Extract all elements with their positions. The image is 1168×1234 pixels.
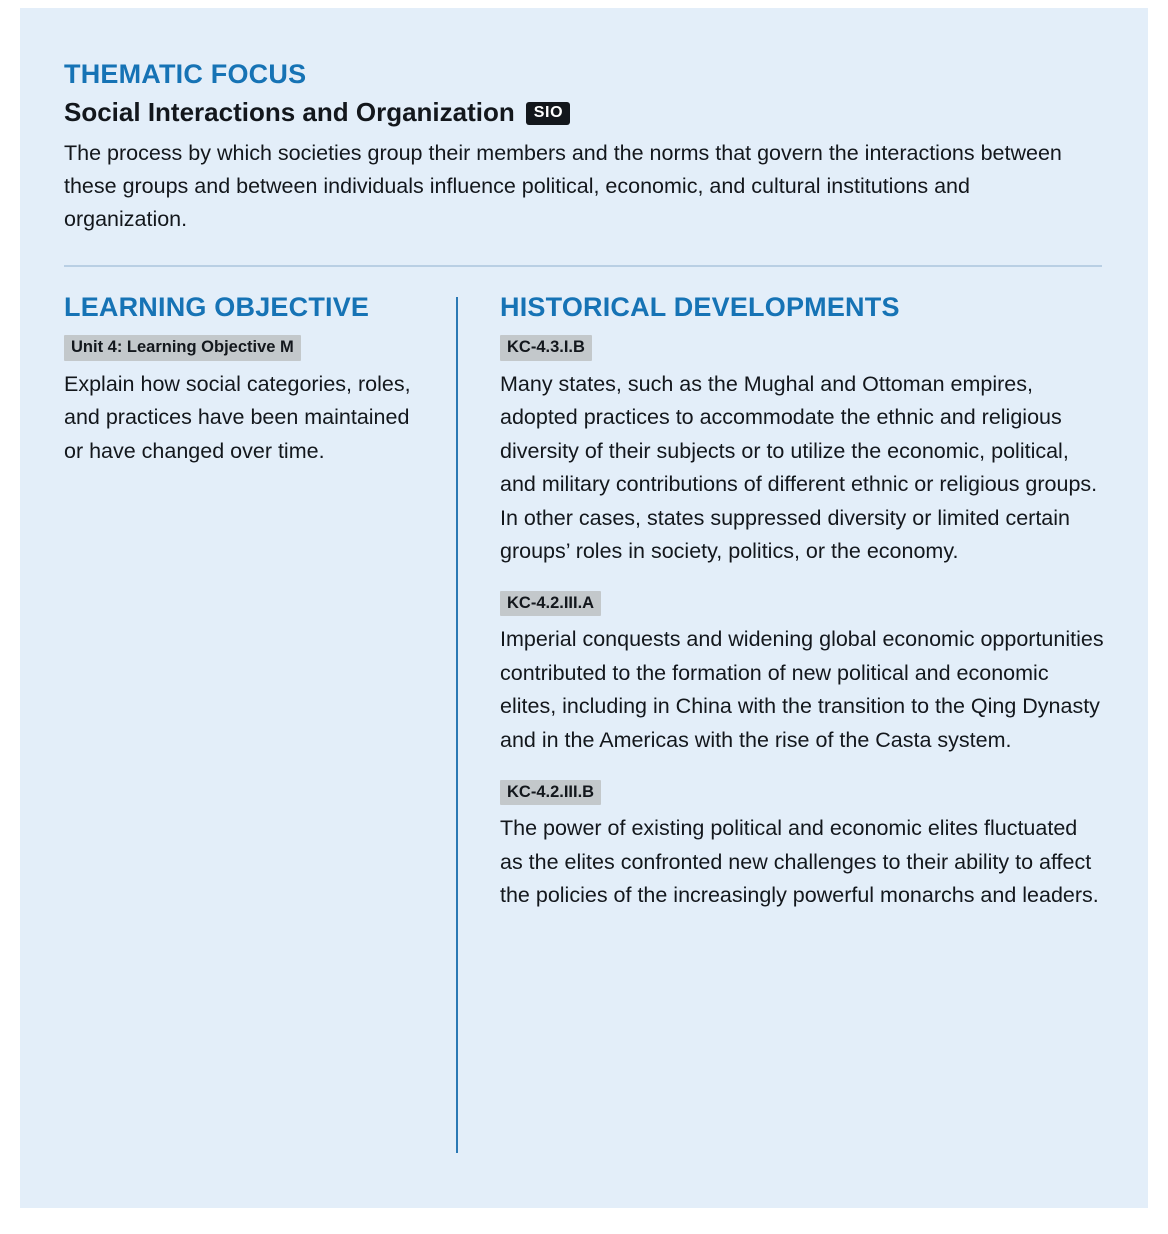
thematic-focus-title: Social Interactions and Organization: [64, 96, 515, 127]
thematic-focus-title-row: [64, 98, 1104, 128]
historical-development-text: Imperial conquests and widening global economic opportunities contributed to the formation of new political and economic elites, including in China with the transition to the Qing Dynasty and in the Americas with the rise of the Casta system.: [500, 627, 1104, 752]
historical-development-code-chip: KC-4.3.I.B: [500, 335, 592, 361]
columns-container: [64, 293, 1104, 1153]
section-divider: [64, 265, 1102, 267]
historical-developments-heading: HISTORICAL DEVELOPMENTS: [500, 291, 900, 322]
learning-objective-column: [64, 293, 456, 1153]
historical-development-code-chip: KC-4.2.III.B: [500, 780, 601, 806]
sio-badge: SIO: [526, 102, 570, 125]
historical-developments-column: [458, 293, 1104, 1153]
historical-development-text: Many states, such as the Mughal and Ottoman empires, adopted practices to accommodate the ethnic and religious diversity of their subjects or to utilize the economic, political, and military contributions of different ethnic or religious groups. In other cases, states suppressed diversity or limited certain groups’ roles in society, politics, or the economy.: [500, 371, 1098, 564]
thematic-focus-description: The process by which societies group their members and the norms that govern the interactions between these groups and between individuals influence political, economic, and cultural institutions and organization.: [64, 140, 1062, 232]
learning-objective-code-chip: Unit 4: Learning Objective M: [64, 335, 301, 361]
learning-objective-text: Explain how social categories, roles, and practices have been maintained or have changed over time.: [64, 371, 411, 463]
historical-development-item: [500, 591, 1104, 758]
historical-development-item: [500, 780, 1104, 913]
historical-development-text: The power of existing political and economic elites fluctuated as the elites confronted new challenges to their ability to affect the policies of the increasingly powerful monarchs and leaders.: [500, 816, 1099, 908]
historical-development-item: [500, 335, 1104, 569]
thematic-focus-card: [20, 8, 1148, 1208]
historical-development-code-chip: KC-4.2.III.A: [500, 591, 601, 617]
card-content: [20, 8, 1148, 1153]
thematic-focus-label: THEMATIC FOCUS: [64, 59, 307, 89]
learning-objective-heading: LEARNING OBJECTIVE: [64, 291, 370, 322]
